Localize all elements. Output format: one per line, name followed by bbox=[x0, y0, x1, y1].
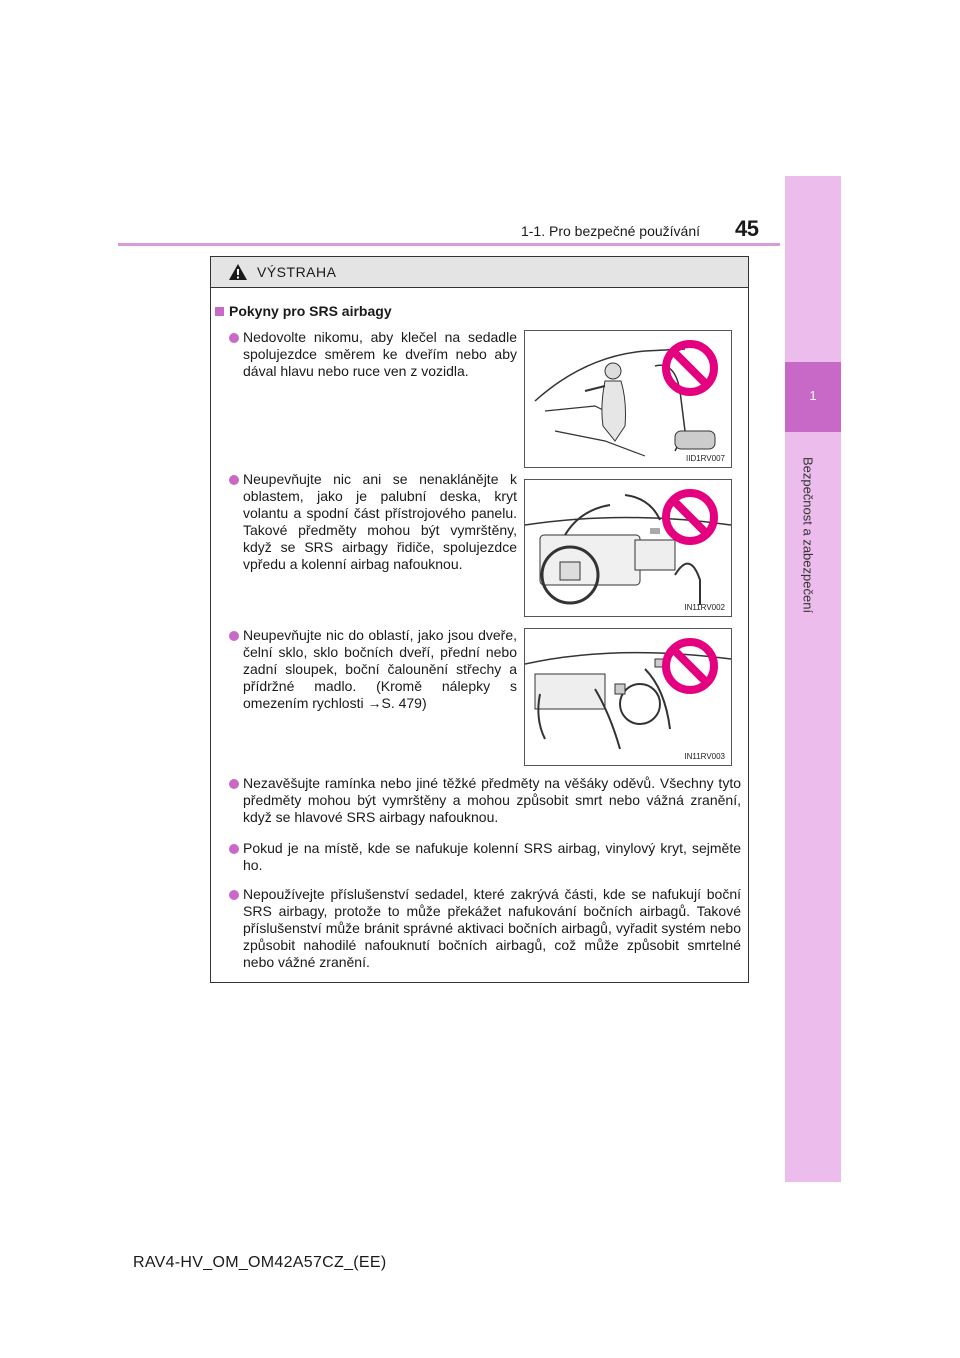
prohibition-icon bbox=[661, 339, 719, 397]
subheading: Pokyny pro SRS airbagy bbox=[215, 303, 392, 319]
chapter-number: 1 bbox=[809, 388, 817, 403]
warning-item-3: Neupevňujte nic do oblastí, jako jsou dveře, čelní sklo, sklo bočních dveří, přední nebo zadní sloupek, boční čalounění střechy a přídržné madlo. (Kromě nálepky s omezením rychlosti →S. 479) bbox=[243, 627, 517, 712]
warning-header bbox=[211, 257, 748, 288]
bullet-icon bbox=[229, 475, 239, 485]
warning-item-6: Nepoužívejte příslušenství sedadel, které zakrývá části, kde se nafukují boční SRS airbagy, protože to může překážet nafukování bočních airbagů. Takové příslušenství může bránit správné aktivaci bočních airbagů, vyřadit systém nebo způsobit nahodilé nafouknutí bočních airbagů, což může způsobit smrtelné nebo vážné zranění. bbox=[243, 886, 741, 971]
warning-item-4: Nezavěšujte ramínka nebo jiné těžké předměty na věšáky oděvů. Všechny tyto předměty mohou být vymrštěny a mohou způsobit smrt nebo vážná zranění, když se hlavové SRS airbagy nafouknou. bbox=[243, 775, 741, 826]
warning-title: VÝSTRAHA bbox=[257, 264, 337, 280]
warning-item-2: Neupevňujte nic ani se nenaklánějte k oblastem, jako je palubní deska, kryt volantu a spodní část přístrojového panelu. Takové předměty mohou být vymrštěny, když se SRS airbagy řidiče, spolujezdce vpředu a kolenní airbag nafouknou. bbox=[243, 471, 517, 573]
document-code: RAV4-HV_OM_OM42A57CZ_(EE) bbox=[133, 1254, 387, 1271]
figure-cabin-pillars bbox=[524, 628, 732, 766]
bullet-icon bbox=[229, 333, 239, 343]
figure-code: IID1RV007 bbox=[686, 454, 725, 463]
figure-passenger-leaning bbox=[524, 330, 732, 468]
bullet-icon bbox=[229, 631, 239, 641]
warning-box bbox=[210, 256, 749, 983]
prohibition-icon bbox=[661, 637, 719, 695]
figure-code: IN11RV002 bbox=[684, 603, 725, 612]
warning-item-1: Nedovolte nikomu, aby klečel na sedadle spolujezdce směrem ke dveřím nebo aby dával hlavu nebo ruce ven z vozidla. bbox=[243, 329, 517, 380]
chapter-label: Bezpečnost a zabezpečení bbox=[800, 456, 816, 614]
section-title: 1-1. Pro bezpečné používání bbox=[520, 223, 700, 239]
figure-code: IN11RV003 bbox=[684, 752, 725, 761]
figure-dashboard bbox=[524, 479, 732, 617]
bullet-icon bbox=[229, 844, 239, 854]
square-bullet-icon bbox=[215, 307, 224, 316]
header-divider bbox=[118, 243, 780, 246]
bullet-icon bbox=[229, 890, 239, 900]
prohibition-icon bbox=[661, 488, 719, 546]
warning-item-5: Pokud je na místě, kde se nafukuje kolenní SRS airbag, vinylový kryt, sejměte ho. bbox=[243, 840, 741, 874]
warning-triangle-icon bbox=[228, 263, 248, 281]
chapter-side-tab bbox=[785, 176, 841, 1182]
page-number: 45 bbox=[735, 216, 759, 241]
bullet-icon bbox=[229, 779, 239, 789]
